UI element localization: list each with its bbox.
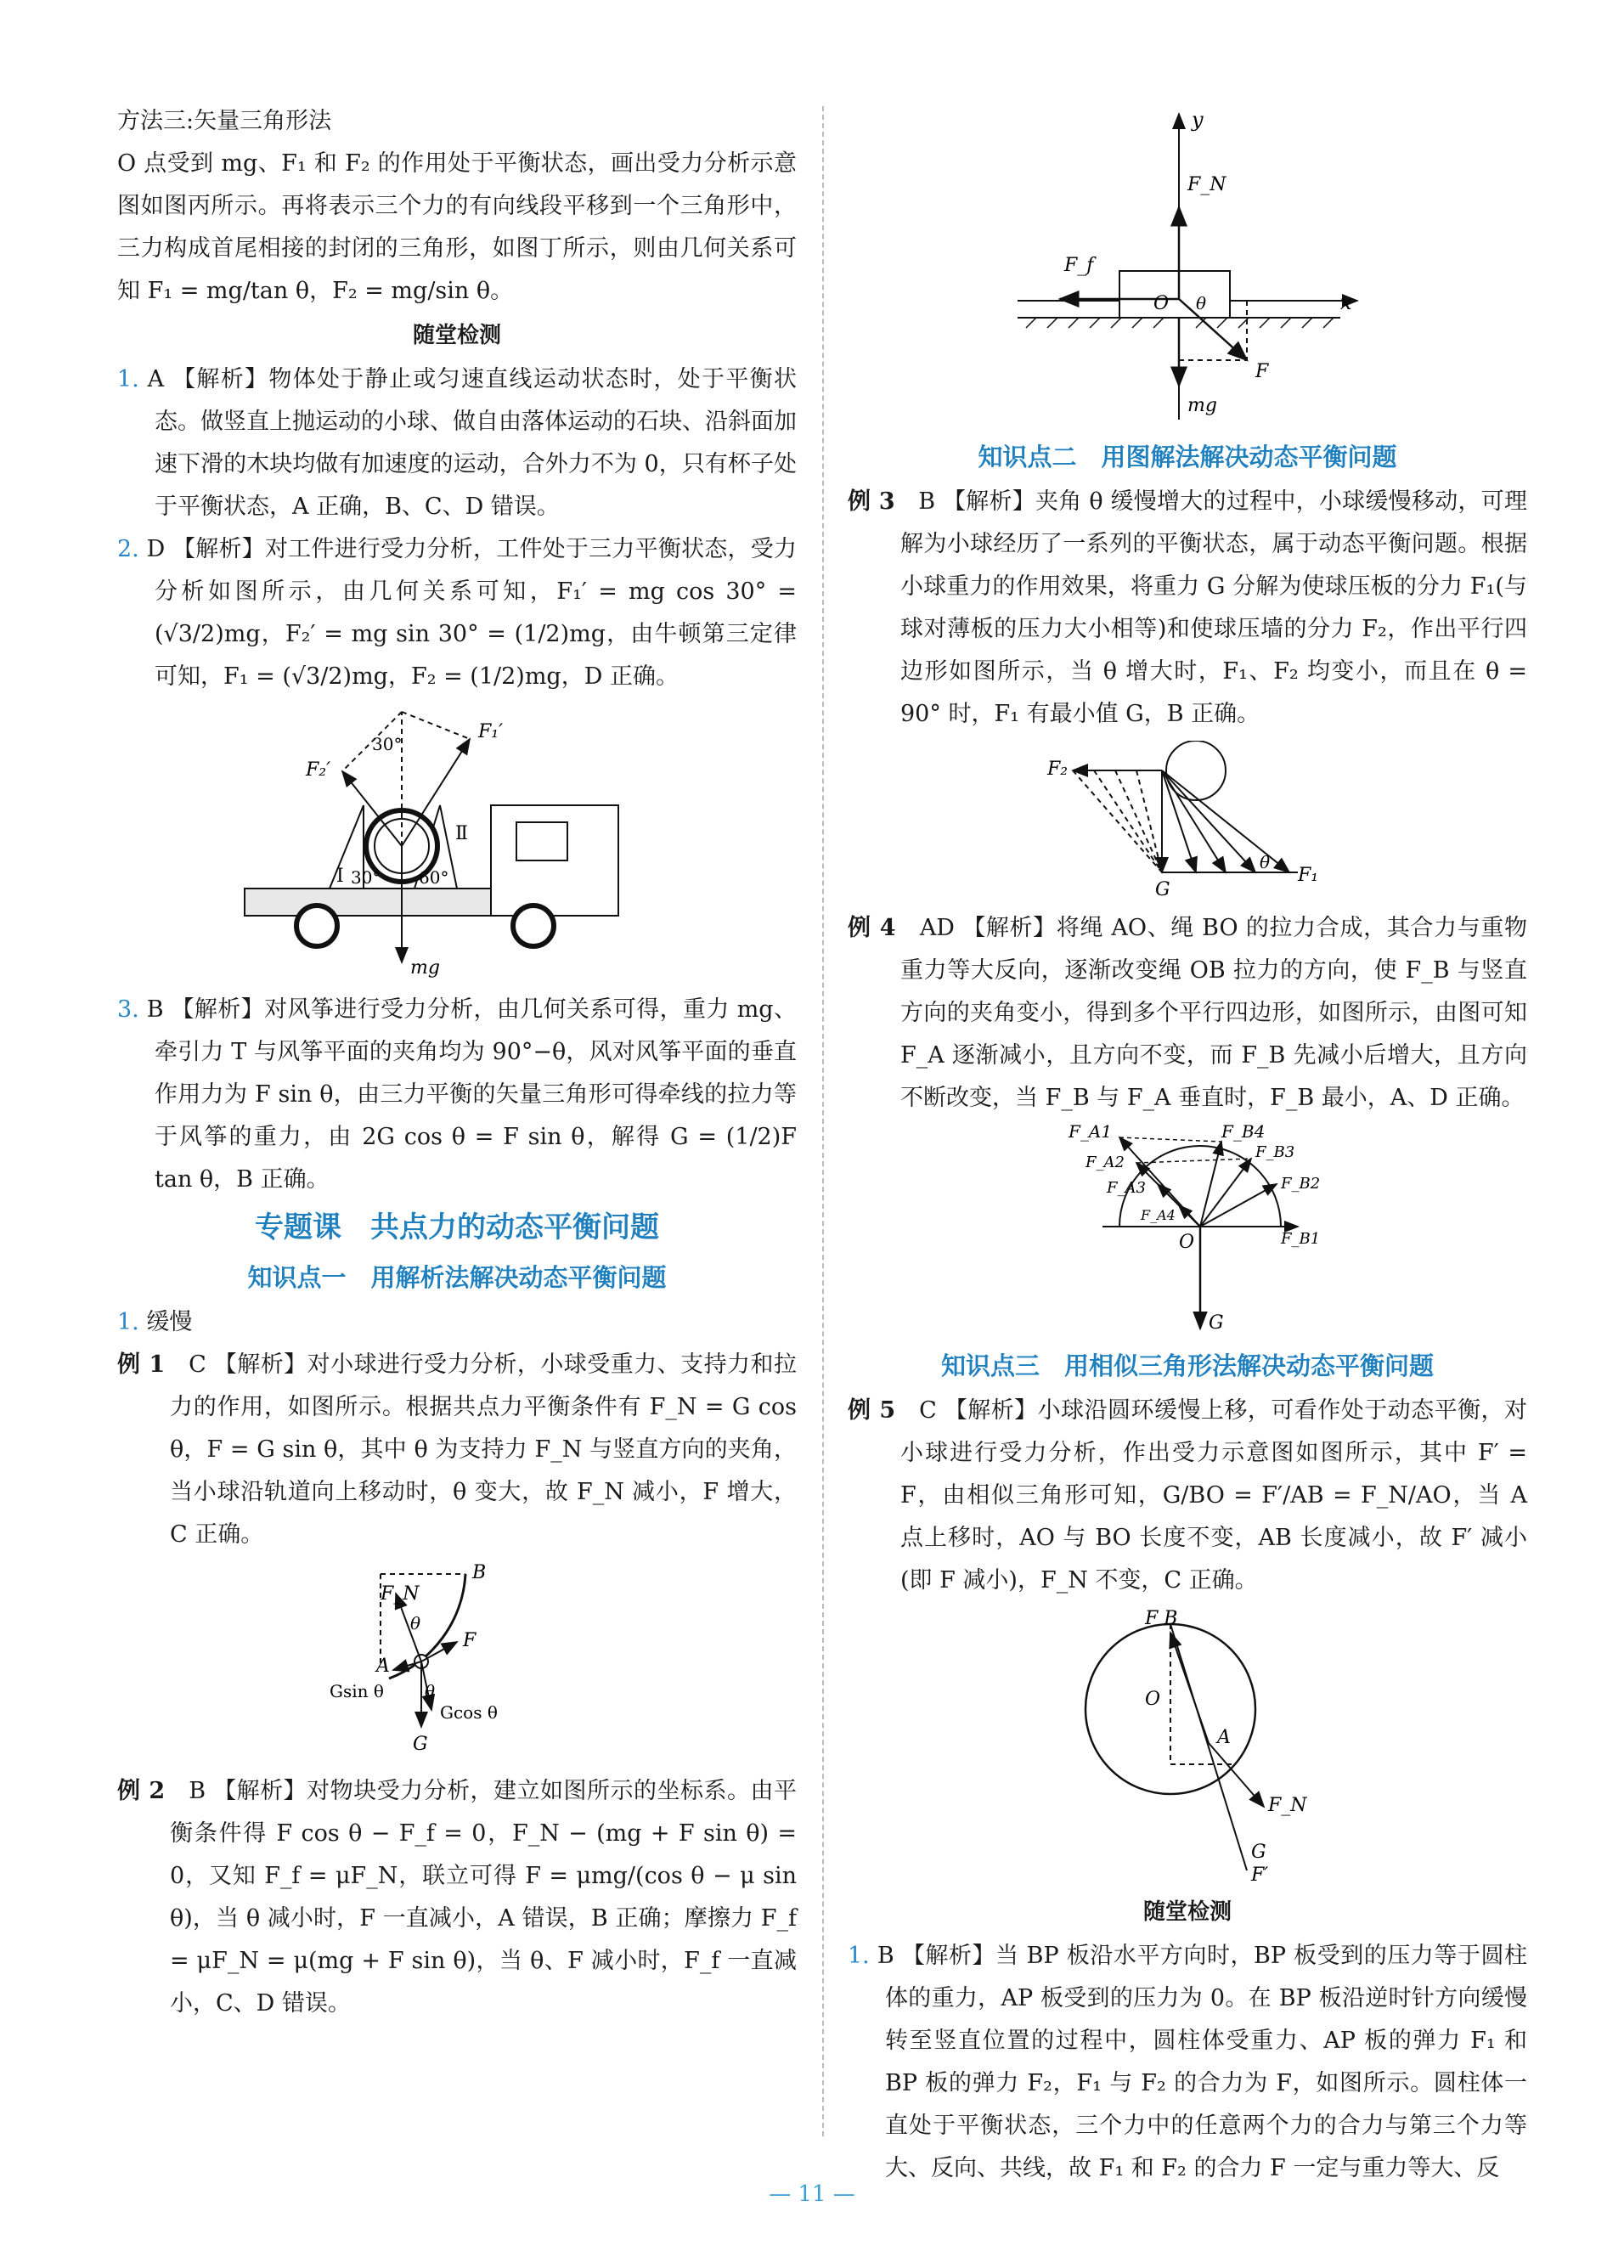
truck-figure (236, 703, 678, 984)
kp1-item-1 (117, 1301, 797, 1344)
circle-theta-2: θ (425, 1681, 436, 1701)
truck-angle-60: 60° (419, 867, 449, 888)
answer-1 (117, 358, 797, 528)
ring-fb-label: F B (1145, 1608, 1178, 1629)
example-4 (848, 907, 1527, 1120)
topic-title: 专题课 共点力的动态平衡问题 (255, 1210, 659, 1244)
ball-board-figure (1043, 741, 1332, 902)
answer-1-text: A 【解析】物体处于静止或匀速直线运动状态时，处于平衡状态。做竖直上抛运动的小球、做自由落体运动的石块、沿斜面加速下滑的木块均做有加速度的运动，合外力不为 0，只有杯子处于平衡状态，A 正确，B、C、D 错误。 (147, 366, 797, 520)
example-1 (117, 1344, 797, 1556)
axis-y-label: y (1192, 108, 1204, 132)
ring-g-label: G (1251, 1842, 1266, 1863)
answer-3-num: 3. (117, 996, 139, 1023)
method3-title: 方法三:矢量三角形法 (117, 108, 332, 134)
ring-o-label: O (1145, 1689, 1161, 1710)
example-3 (848, 481, 1527, 736)
ring-fn-label: F_N (1268, 1795, 1307, 1816)
circle-fn-label: F_N (381, 1583, 420, 1605)
kp1-item-1-num: 1. (117, 1309, 139, 1335)
axis-x-label: x (1340, 291, 1352, 314)
example-5-text: C 【解析】小球沿圆环缓慢上移，可看作处于动态平衡，对小球进行受力分析，作出受力示意图如图所示，其中 F′ = F，由相似三角形可知，G/BO = F′/AB = F_N/AO，当 A 点上移时，AO 与 BO 长度不变，AB 长度减小，故 F′ 减小(即 F 减小)，F_N 不变，C 正确。 (900, 1397, 1527, 1594)
example-5 (848, 1390, 1527, 1602)
fan-fa4-label: F_A4 (1141, 1207, 1176, 1223)
example-2-text: B 【解析】对物块受力分析，建立如图所示的坐标系。由平衡条件得 F cos θ − F_f = 0，F_N − (mg + F sin θ) = 0，又知 F_f = μF_N，联立可得 F = μmg/(cos θ − μ sin θ)，当 θ 减小时，F 一直减小，A 错误，B 正确；摩擦力 F_f = μF_N = μ(mg + F sin θ)，当 θ、F 减小时，F_f 一直减小，C、D 错误。 (170, 1778, 798, 2017)
left-column (117, 100, 797, 2025)
right-column (848, 100, 1527, 2190)
example-2 (117, 1770, 797, 2025)
example-3-label: 例 3 (848, 488, 895, 515)
fan-o-label: O (1179, 1232, 1195, 1253)
block-axes-figure (1001, 105, 1374, 428)
answer-3-text: B 【解析】对风筝进行受力分析，由几何关系可得，重力 mg、牵引力 T 与风筝平面的夹角均为 90°−θ，风对风筝平面的垂直作用力为 F sin θ，由三力平衡的矢量三角形可得牵线的拉力等于风筝的重力，由 2G cos θ = F sin θ，解得 G = (1/2)F tan θ，B 正确。 (146, 996, 797, 1193)
ball-f2-label: F₂ (1047, 759, 1069, 780)
example-1-text: C 【解析】对小球进行受力分析，小球受重力、支持力和拉力的作用，如图所示。根据共点力平衡条件有 F_N = G cos θ，F = G sin θ，其中 θ 为支持力 F_N 与竖直方向的夹角，当小球沿轨道向上移动时，θ 变大，故 F_N 减小，F 增大，C 正确。 (170, 1351, 797, 1548)
example-4-label: 例 4 (848, 915, 896, 941)
truck-f1p-label: F₁′ (478, 721, 504, 742)
answer-right-1 (848, 1935, 1527, 2190)
circle-g-label: G (413, 1734, 428, 1755)
column-divider (822, 106, 824, 2136)
fan-fa2-label: F_A2 (1085, 1154, 1125, 1171)
answer-3 (117, 989, 797, 1201)
truck-f2p-label: F₂′ (306, 759, 331, 781)
page-number: — 11 — (769, 2181, 855, 2207)
example-3-text: B 【解析】夹角 θ 缓慢增大的过程中，小球缓慢移动，可理解为小球经历了一系列的平衡状态，属于动态平衡问题。根据小球重力的作用效果，将重力 G 分解为使球压板的分力 F₁(与球对薄板的压力大小相等)和使球压墙的分力 F₂，作出平行四边形如图所示，当 θ 增大时，F₁、F₂ 均变小，而且在 θ = 90° 时，F₁ 有最小值 G，B 正确。 (900, 488, 1527, 727)
ball-f1-label: F₁ (1298, 865, 1319, 886)
method3-text: O 点受到 mg、F₁ 和 F₂ 的作用处于平衡状态，画出受力分析示意图如图丙所示。再将表示三个力的有向线段平移到一个三角形中，三力构成首尾相接的封闭的三角形，如图丁所示，则由几何关系可知 F₁ = mg/tan θ，F₂ = mg/sin θ。 (117, 150, 797, 304)
ball-g-label: G (1155, 879, 1170, 900)
kp3-title: 知识点三 用相似三角形法解决动态平衡问题 (940, 1351, 1434, 1380)
block-mg-label: mg (1187, 395, 1217, 416)
answer-right-1-num: 1. (848, 1943, 870, 1969)
check-title-right: 随堂检测 (1142, 1899, 1232, 1925)
example-1-label: 例 1 (117, 1351, 166, 1378)
truck-roman-2: Ⅱ (455, 823, 468, 844)
block-o-label: O (1153, 293, 1170, 314)
fan-fb4-label: F_B4 (1221, 1125, 1266, 1142)
block-ff-label: F_f (1064, 255, 1094, 276)
fan-fb1-label: F_B1 (1281, 1230, 1321, 1248)
answer-2-text: D 【解析】对工件进行受力分析，工件处于三力平衡状态，受力分析如图所示，由几何关系可知，F₁′ = mg cos 30° = (√3/2)mg，F₂′ = mg sin 30° = (1/2)mg，由牛顿第三定律可知，F₁ = (√3/2)mg，F₂ = (1/2)mg，D 正确。 (146, 536, 797, 690)
kp2-title: 知识点二 用图解法解决动态平衡问题 (978, 443, 1397, 471)
fan-g-label: G (1209, 1312, 1224, 1334)
circle-gsin-label: Gsin θ (330, 1681, 384, 1701)
answer-2-num: 2. (117, 536, 139, 562)
answer-right-1-text: B 【解析】当 BP 板沿水平方向时，BP 板受到的压力等于圆柱体的重力，AP 板受到的压力为 0。在 BP 板沿逆时针方向缓慢转至竖直位置的过程中，圆柱体受重力、AP 板的弹力 F₁ 和 BP 板的弹力 F₂，F₁ 与 F₂ 的合力为 F，如图所示。圆柱体一直处于平衡状态，三个力中的任意两个力的合力与第三个力等大、反向、共线，故 F₁ 和 F₂ 的合力 F 一定与重力等大、反 (877, 1943, 1527, 2181)
fan-vector-figure (1052, 1125, 1323, 1337)
truck-roman-1: Ⅰ (336, 866, 344, 887)
kp1-title: 知识点一 用解析法解决动态平衡问题 (247, 1263, 667, 1292)
circle-track-figure (330, 1561, 584, 1765)
circle-f-label: F (463, 1630, 476, 1651)
circle-a-label: A (376, 1656, 390, 1677)
block-f-label: F (1255, 361, 1269, 382)
block-theta-label: θ (1196, 293, 1207, 313)
example-2-label: 例 2 (117, 1778, 166, 1804)
example-5-label: 例 5 (848, 1397, 896, 1424)
fan-fa1-label: F_A1 (1069, 1125, 1113, 1142)
circle-theta-1: θ (410, 1613, 421, 1633)
fan-fa3-label: F_A3 (1107, 1179, 1146, 1197)
circle-gcos-label: Gcos θ (440, 1702, 498, 1723)
answer-1-num: 1. (117, 366, 139, 392)
truck-angle-30-bottom: 30° (351, 867, 381, 888)
ring-a-label: A (1217, 1727, 1231, 1748)
truck-angle-30-top: 30° (372, 734, 403, 754)
example-4-text: AD 【解析】将绳 AO、绳 BO 的拉力合成，其合力与重物重力等大反向，逐渐改变绳 OB 拉力的方向，使 F_B 与竖直方向的夹角变小，得到多个平行四边形，如图所示，由图可知 F_A 逐渐减小，且方向不变，而 F_B 先减小后增大，且方向不断改变，当 F_B 与 F_A 垂直时，F_B 最小，A、D 正确。 (900, 915, 1528, 1111)
truck-mg-label: mg (410, 957, 440, 979)
ball-theta-label: θ (1260, 852, 1271, 872)
ring-figure (1060, 1607, 1315, 1887)
fan-fb3-label: F_B3 (1255, 1143, 1295, 1161)
ring-fp-label: F′ (1251, 1865, 1269, 1886)
answer-2 (117, 528, 797, 698)
check-title-left: 随堂检测 (412, 323, 501, 348)
fan-fb2-label: F_B2 (1281, 1175, 1321, 1193)
circle-b-label: B (472, 1562, 487, 1583)
block-fn-label: F_N (1187, 174, 1226, 195)
kp1-item-1-text: 缓慢 (146, 1309, 193, 1335)
